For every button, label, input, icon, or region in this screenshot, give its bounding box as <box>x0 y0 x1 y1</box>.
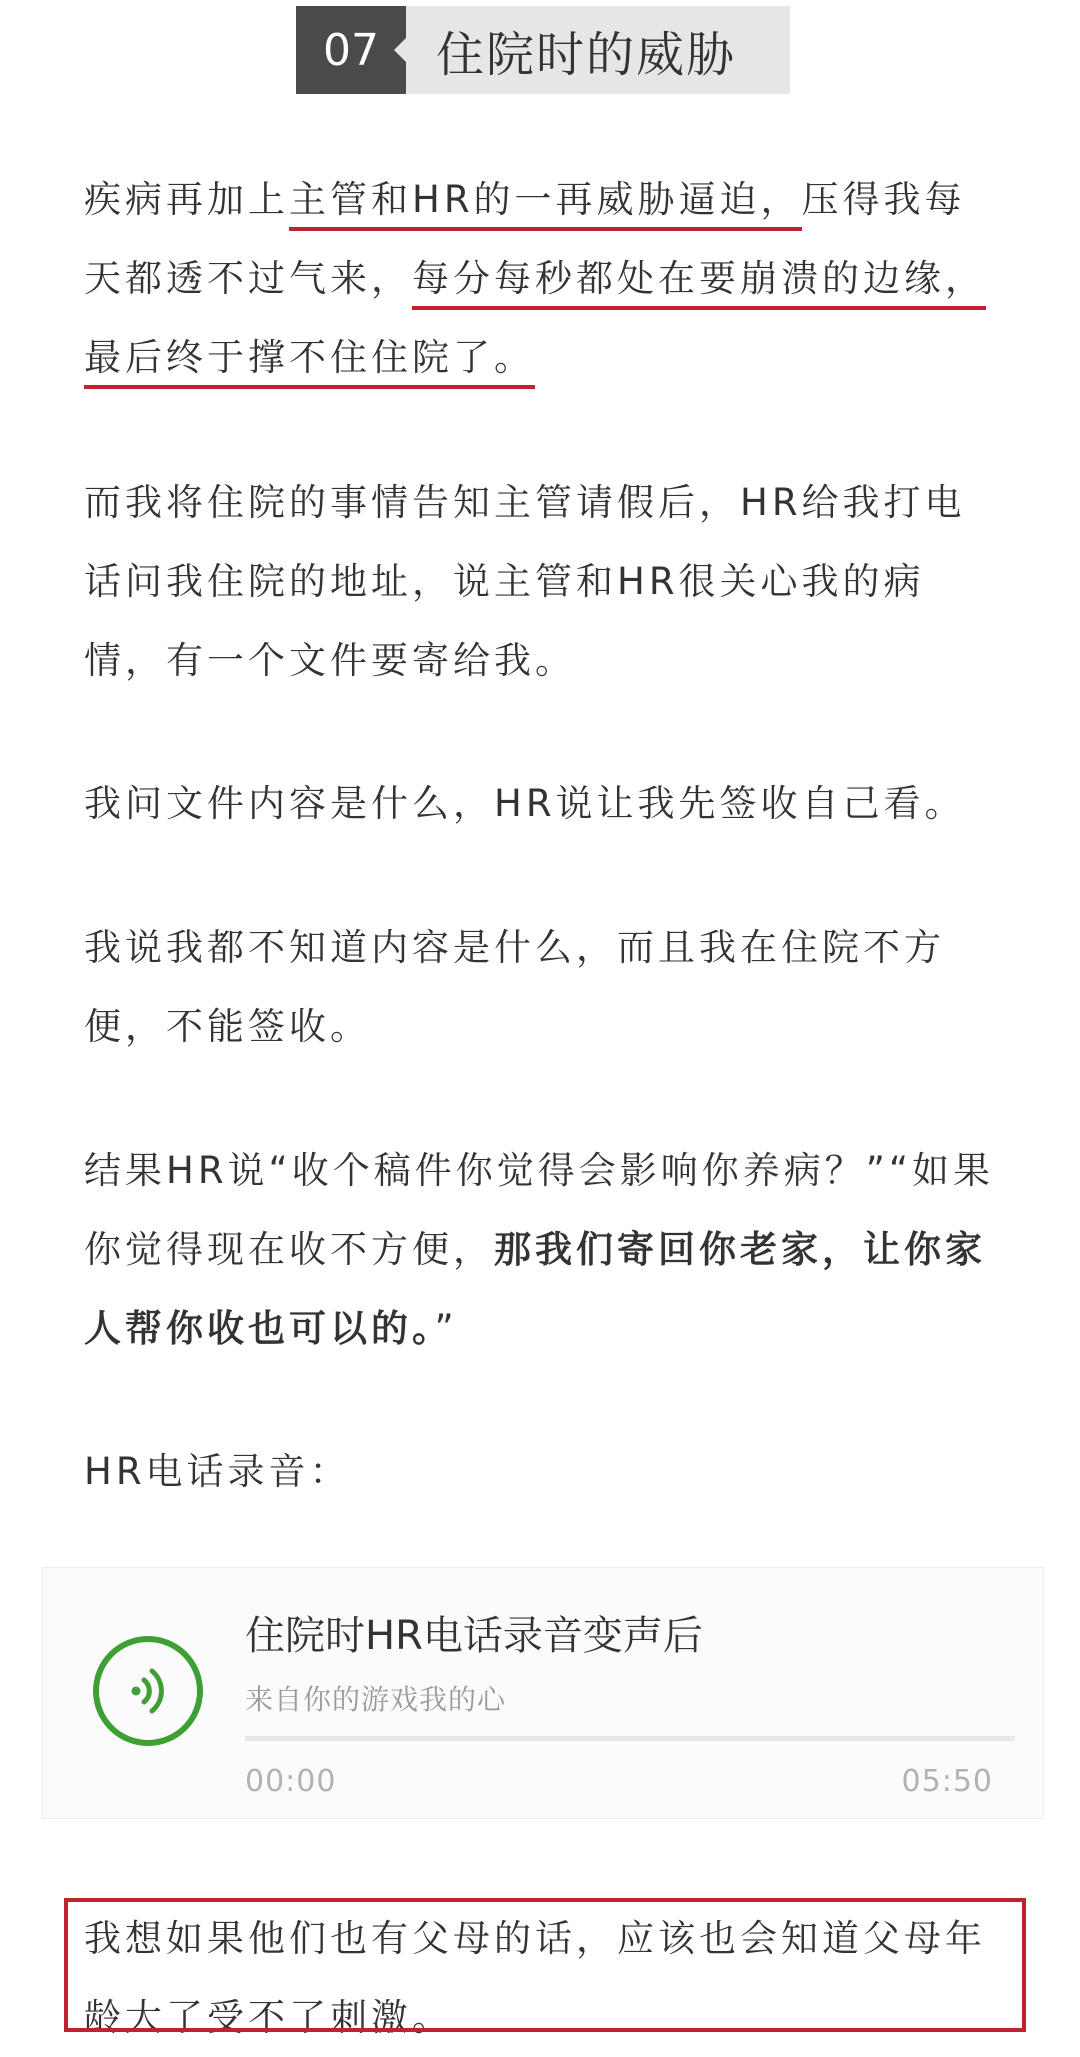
audio-source: 来自你的游戏我的心 <box>245 1683 507 1716</box>
underlined-phrase-1: 主管和HR的一再威胁逼迫， <box>289 178 802 231</box>
section-header <box>296 6 790 94</box>
paragraph-3: 我问文件内容是什么，HR说让我先签收自己看。 <box>84 782 966 825</box>
underlined-phrase-2: 每分每秒都处在要崩溃的边 <box>412 257 904 310</box>
audio-progress-bar[interactable] <box>245 1736 1015 1741</box>
paragraph-1 <box>84 160 1004 397</box>
paragraph-6: HR电话录音： <box>84 1450 351 1493</box>
audio-current-time: 00:00 <box>245 1764 337 1799</box>
underlined-phrase-3: 缘，最后终于撑不住住院了。 <box>84 257 986 389</box>
paragraph-7: 我想如果他们也有父母的话，应该也会知道父母年龄大了受不了刺激。 <box>84 1917 986 2039</box>
section-number: 07 <box>296 6 406 94</box>
paragraph-5-end: ” <box>434 1307 458 1350</box>
audio-player-card[interactable] <box>42 1567 1044 1819</box>
audio-duration: 05:50 <box>901 1764 993 1799</box>
bold-phrase: 那我们寄回你老家，让你家人帮你收也可以的。 <box>84 1228 986 1350</box>
paragraph-4: 我说我都不知道内容是什么，而且我在住院不方便，不能签收。 <box>84 926 945 1048</box>
paragraph-5 <box>84 1131 1004 1368</box>
paragraph-1-middle: 压得我每天都透不过气来， <box>84 178 966 300</box>
paragraph-2: 而我将住院的事情告知主管请假后，HR给我打电话问我住院的地址，说主管和HR很关心我的病情，有一个文件要寄给我。 <box>84 481 966 682</box>
paragraph-5-quote: 结果HR说“收个稿件你觉得会影响你养病？”“如果你觉得现在收不方便， <box>84 1149 995 1271</box>
audio-wave-icon[interactable] <box>93 1636 203 1746</box>
audio-title: 住院时HR电话录音变声后 <box>245 1613 703 1659</box>
paragraph-1-lead: 疾病再加上 <box>84 178 289 221</box>
highlight-box <box>64 1898 1026 2032</box>
section-title: 住院时的威胁 <box>436 26 737 83</box>
